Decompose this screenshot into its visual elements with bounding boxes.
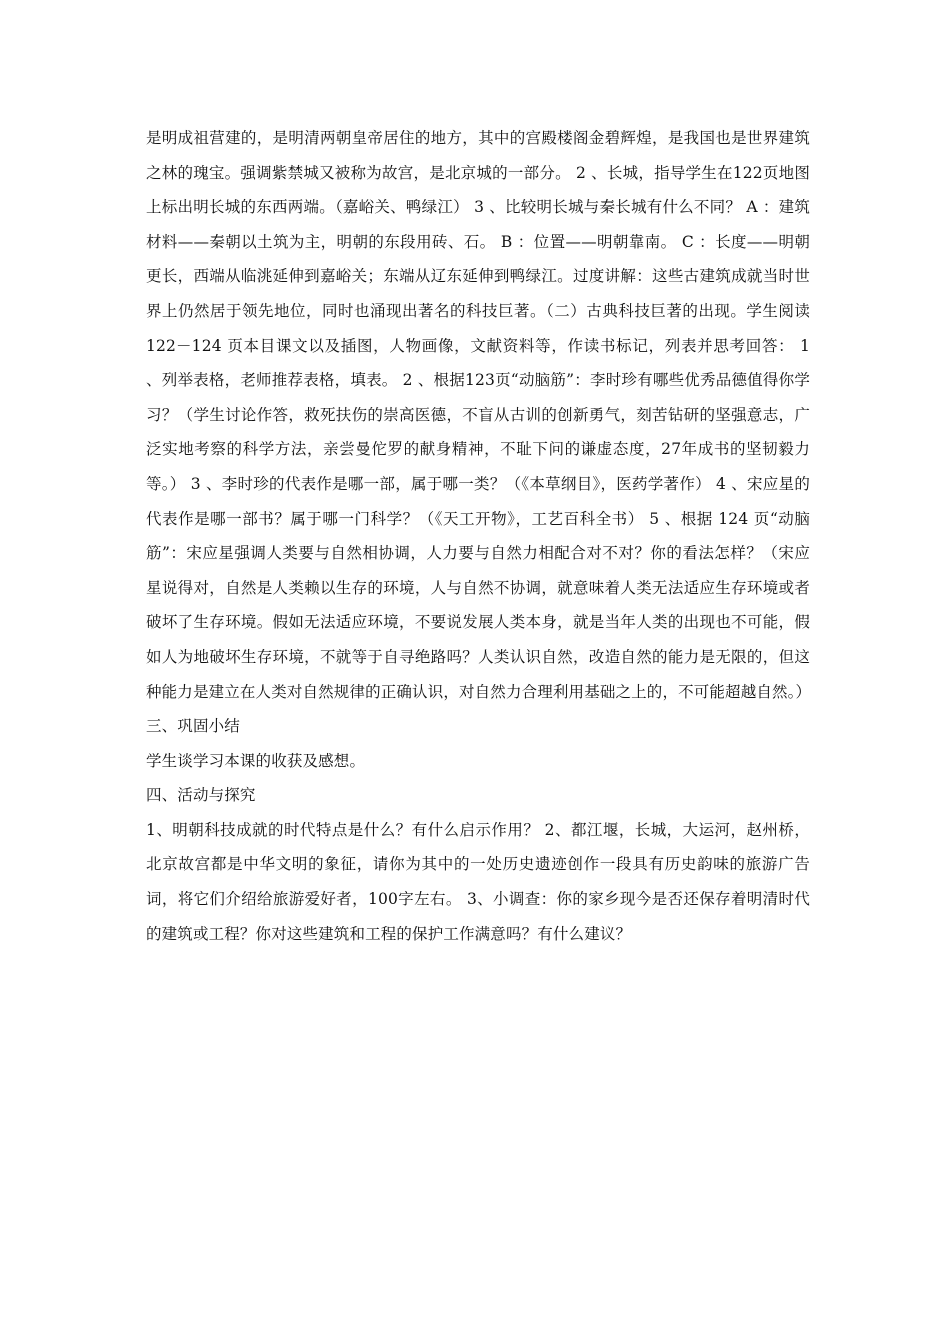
paragraph-activities: 1、明朝科技成就的时代特点是什么？有什么启示作用？ 2、都江堰，长城，大运河，赵州桥，北京故宫都是中华文明的象征，请你为其中的一处历史遗迹创作一段具有历史韵味的旅游广告词，将它们介绍给旅游爱好者，100字左右。 3、小调查：你的家乡现今是否还保存着明清时代的建筑或工程？你对这些建筑和工程的保护工作满意吗？有什么建议？: [146, 820, 810, 943]
document-body: [146, 121, 810, 951]
section-heading-activities: 四、活动与探究: [146, 786, 256, 805]
paragraph-consolidation: 学生谈学习本课的收获及感想。: [146, 751, 366, 770]
section-heading-consolidation: 三、巩固小结: [146, 717, 240, 736]
paragraph-ancient-architecture-and-science: 是明成祖营建的，是明清两朝皇帝居住的地方，其中的宫殿楼阁金碧辉煌，是我国也是世界建筑之林的瑰宝。强调紫禁城又被称为故宫，是北京城的一部分。 2 、长城，指导学生在122页地图上标出明长城的东西两端。（嘉峪关、鸭绿江） 3 、比较明长城与秦长城有什么不同？ A ：建筑材料——秦朝以土筑为主，明朝的东段用砖、石。 B ：位置——明朝靠南。 C ：长度——明朝更长，西端从临洮延伸到嘉峪关；东端从辽东延伸到鸭绿江。过度讲解：这些古建筑成就当时世界上仍然居于领先地位，同时也涌现出著名的科技巨著。（二）古典科技巨著的出现。学生阅读 122－124 页本目课文以及插图，人物画像，文献资料等，作读书标记，列表并思考回答： 1 、列举表格，老师推荐表格，填表。 2 、根据123页“动脑筋”：李时珍有哪些优秀品德值得你学习？（学生讨论作答，救死扶伤的崇高医德，不盲从古训的创新勇气，刻苦钻研的坚强意志，广泛实地考察的科学方法，亲尝曼佗罗的献身精神，不耻下问的谦虚态度，27年成书的坚韧毅力等。） 3 、李时珍的代表作是哪一部，属于哪一类？（《本草纲目》，医药学著作） 4 、宋应星的代表作是哪一部书？属于哪一门科学？（《天工开物》，工艺百科全书） 5 、根据 124 页“动脑筋”：宋应星强调人类要与自然相协调，人力要与自然力相配合对不对？你的看法怎样？（宋应星说得对，自然是人类赖以生存的环境，人与自然不协调，就意味着人类无法适应生存环境或者破坏了生存环境。假如无法适应环境，不要说发展人类本身，就是当年人类的出现也不可能，假如人为地破坏生存环境，不就等于自寻绝路吗？人类认识自然，改造自然的能力是无限的，但这种能力是建立在人类对自然规律的正确认识，对自然力合理利用基础之上的，不可能超越自然。）: [146, 129, 812, 701]
